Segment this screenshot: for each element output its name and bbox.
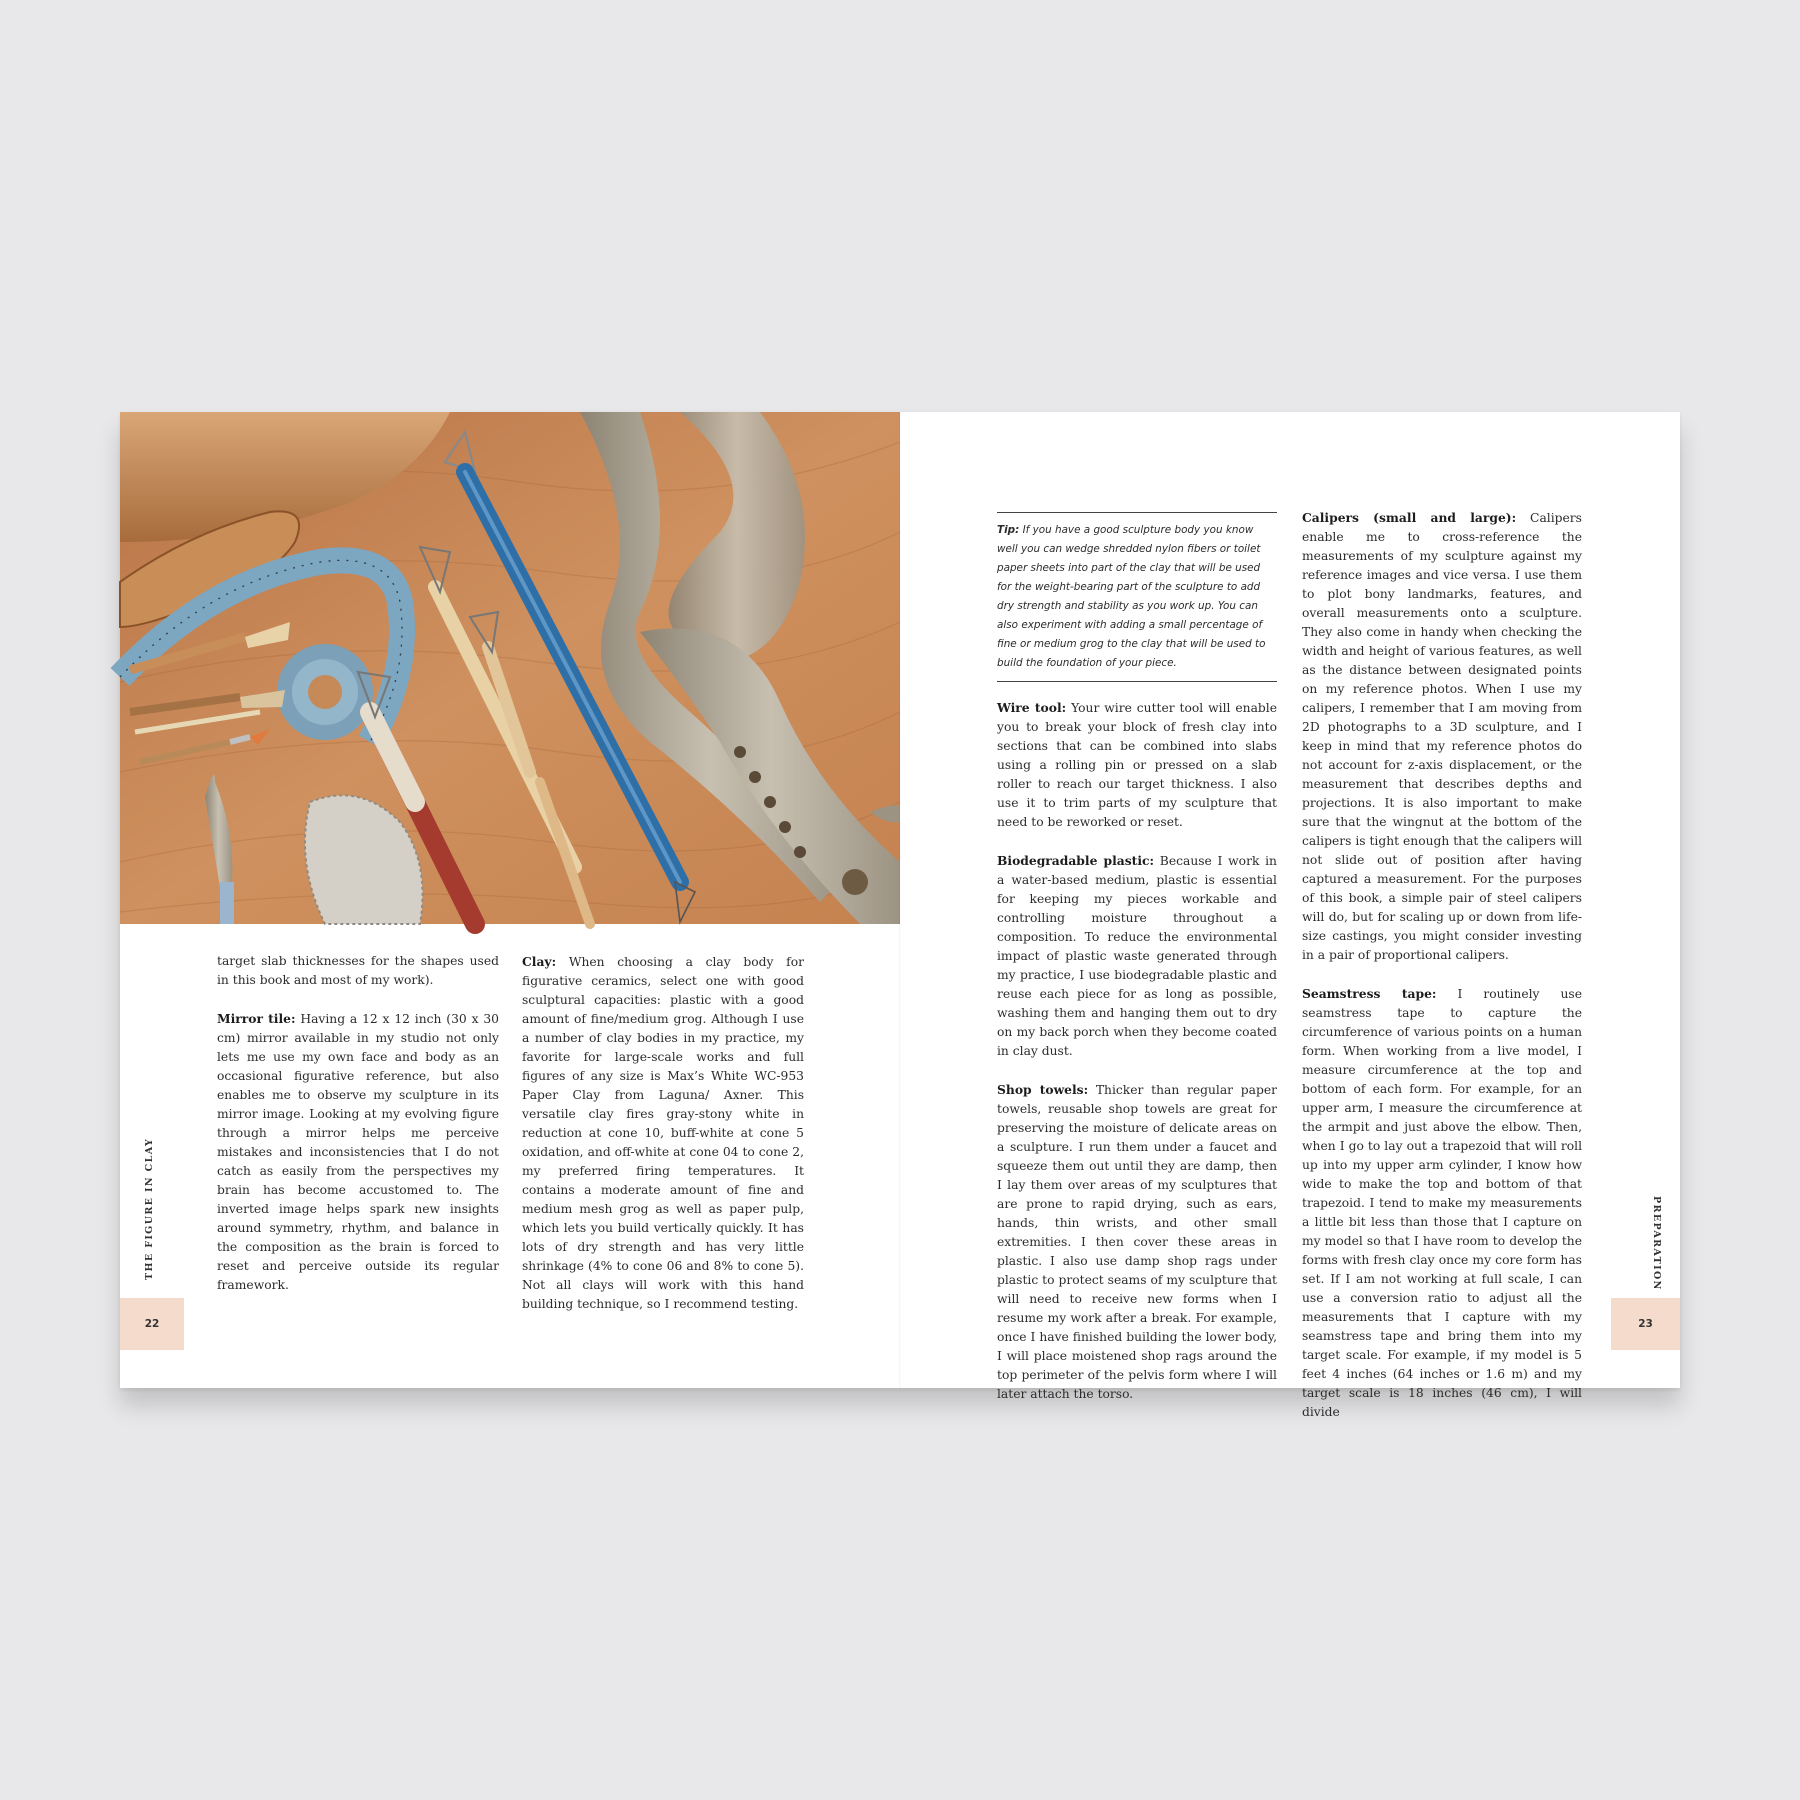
page-number-right: 23 (1611, 1298, 1680, 1350)
term-wire-tool: Wire tool: (997, 700, 1067, 715)
term-mirror-tile: Mirror tile: (217, 1011, 296, 1026)
term-clay: Clay: (522, 954, 557, 969)
body-calipers: Calipers enable me to cross-reference the measurements of my sculpture against my reference images and vice versa. I use them to plot bony landmarks, features, and overall measurements onto a sculpture. They also come in handy when checking the width and height of various features, as well as the distance between designated points on my reference photos. When I use my calipers, I remember that I am moving from 2D photographs to a 3D sculpture, and I keep in mind that my reference photos do not account for z-axis displacement, or the measurement that describes depths and projections. It is also important to make sure that the wingnut at the bottom of the calipers is tight enough that the calipers will not slide out of position after having captured a measurement. For the purposes of this book, a simple pair of steel calipers will do, but for scaling up or down from life-size castings, you might consider investing in a pair of proportional calipers. (1302, 511, 1582, 962)
right-column-2 (1302, 508, 1582, 1422)
tip-body: If you have a good sculpture body you know well you can wedge shredded nylon fibers or toilet paper sheets into part of the clay that will be used for the weight-bearing part of the sculpture to add dry strength and stability as you work up. You can also experiment with adding a small percentage of fine or medium grog to the clay that will be used to build the foundation of your piece. (997, 524, 1266, 669)
paragraph-calipers (1302, 508, 1582, 965)
body-biodegradable-plastic: Because I work in a water-based medium, plastic is essential for keeping my pieces workable and controlling moisture throughout a composition. To reduce the environmental impact of plastic waste generated through my practice, I use biodegradable plastic and reuse each piece for as long as possible, washing them and hanging them out to dry on my back porch when they become coated in clay dust. (997, 854, 1277, 1058)
paragraph-shop-towels (997, 1080, 1277, 1404)
running-head-right: PREPARATION (1651, 1196, 1662, 1291)
paragraph-continued: target slab thicknesses for the shapes used in this book and most of my work). (217, 954, 499, 987)
body-shop-towels: Thicker than regular paper towels, reusable shop towels are great for preserving the moisture of delicate areas on a sculpture. I run them under a faucet and squeeze them out until they are damp, then I lay them over areas of my sculptures that are prone to rapid drying, such as ears, hands, thin wrists, and other small extremities. I then cover these areas in plastic. I also use damp shop rags under plastic to protect seams of my sculpture that will need to receive new forms when I resume my work after a break. For example, once I have finished building the lower body, I will place moistened shop rags around the top perimeter of the pelvis form where I will later attach the torso. (997, 1083, 1277, 1401)
tip-box (997, 512, 1277, 682)
right-column-1 (997, 698, 1277, 1404)
paragraph-wire-tool (997, 698, 1277, 832)
body-seamstress-tape: I routinely use seamstress tape to capture the circumference of various points on a human form. When working from a live model, I measure circumference at the top and bottom of each form. For example, for an upper arm, I measure the circumference at the armpit and just above the elbow. Then, when I go to lay out a trapezoid that will roll up into my upper arm cylinder, I know how wide to make the top and bottom of that trapezoid. I tend to make my measurements a little bit less than those that I capture on my model so that I have room to develop the forms with fresh clay once my core form has set. If I am not working at full scale, I can use a conversion ratio to adjust all the measurements that I capture with my seamstress tape and bring them into my target scale. For example, if my model is 5 feet 4 inches (64 inches or 1.6 m) and my target scale is 18 inches (46 cm), I will divide (1302, 987, 1582, 1419)
paragraph-clay (522, 952, 804, 1314)
body-clay: When choosing a clay body for figurative ceramics, select one with good sculptural capacities: plastic with a good amount of fine/medium grog. Although I use a number of clay bodies in my practice, my favorite for large-scale works and full figures of any size is Max’s White WC-953 Paper Clay from Laguna/ Axner. This versatile clay fires gray-stony white in reduction at cone 10, buff-white at cone 5 oxidation, and off-white at cone 04 to cone 2, my preferred firing temperatures. It contains a moderate amount of fine and medium mesh grog as well as paper pulp, which lets you build vertically quickly. It has lots of dry strength and has very little shrinkage (4% to cone 06 and 8% to cone 5). Not all clays will work with this hand building technique, so I recommend testing. (522, 955, 804, 1311)
paragraph-seamstress-tape (1302, 984, 1582, 1422)
paragraph-mirror-tile (217, 1009, 499, 1295)
tip-label: Tip: (997, 524, 1020, 536)
body-wire-tool: Your wire cutter tool will enable you to break your block of fresh clay into sections that can be combined into slabs using a rolling pin or pressed on a slab roller to reach our target thickness. I also use it to trim parts of my sculpture that need to be reworked or reset. (997, 701, 1277, 829)
book-spread (120, 412, 1680, 1419)
term-shop-towels: Shop towels: (997, 1082, 1089, 1097)
gutter-shadow (899, 412, 901, 1388)
term-biodegradable-plastic: Biodegradable plastic: (997, 853, 1155, 868)
term-calipers: Calipers (small and large): (1302, 510, 1517, 525)
page-number-left: 22 (120, 1298, 184, 1350)
paragraph-biodegradable-plastic (997, 851, 1277, 1061)
left-column-2 (522, 952, 804, 1314)
tools-illustration (120, 412, 900, 924)
term-seamstress-tape: Seamstress tape: (1302, 986, 1437, 1001)
running-head-left: THE FIGURE IN CLAY (144, 1137, 155, 1280)
body-mirror-tile: Having a 12 x 12 inch (30 x 30 cm) mirror available in my studio not only lets me use my own face and body as an occasional figurative reference, but also enables me to observe my sculpture in its mirror image. Looking at my evolving figure through a mirror helps me perceive mistakes and inconsistencies that I do not catch as easily from the perspectives my brain has become accustomed to. The inverted image helps spark new insights around symmetry, rhythm, and balance in the composition as the brain is forced to reset and perceive outside its regular framework. (217, 1012, 499, 1292)
tools-photo (120, 412, 900, 924)
left-column-1 (217, 952, 499, 1295)
